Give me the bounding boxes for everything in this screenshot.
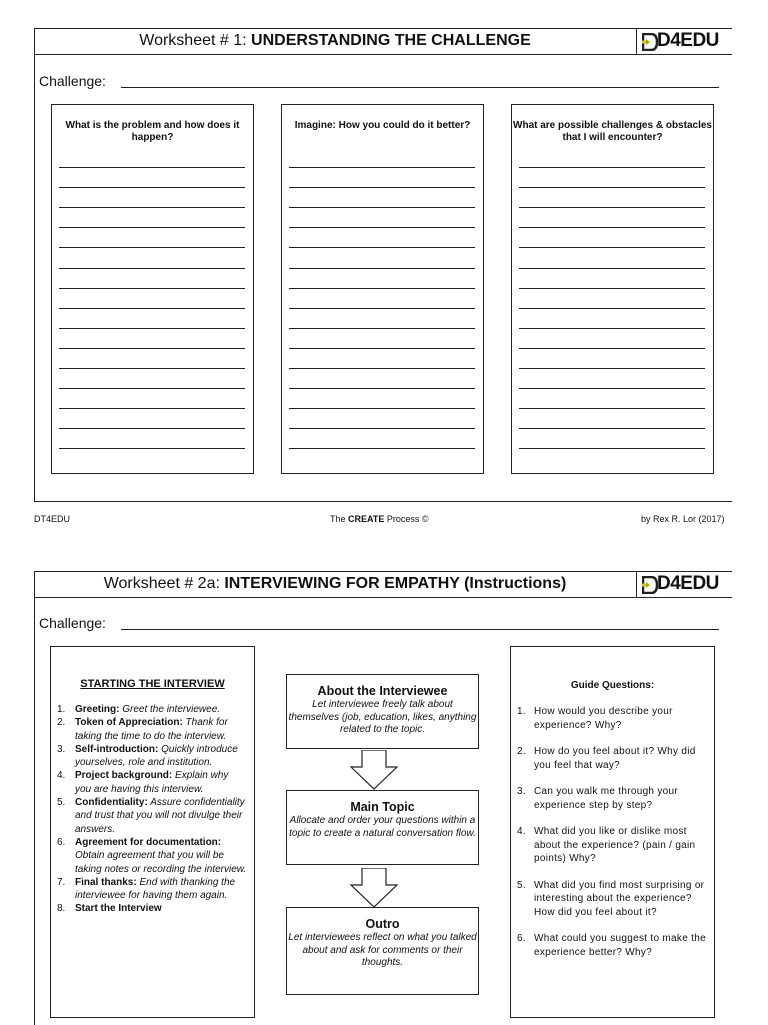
writing-line[interactable]	[289, 288, 475, 289]
writing-line[interactable]	[289, 348, 475, 349]
challenge-input-line-2[interactable]	[121, 629, 719, 630]
footer-left: DT4EDU	[34, 514, 71, 524]
writing-line[interactable]	[519, 227, 705, 228]
writing-line[interactable]	[519, 348, 705, 349]
writing-line[interactable]	[289, 388, 475, 389]
guide-question-text: What could you suggest to make the experience better? Why?	[534, 933, 706, 958]
down-arrow-icon	[349, 868, 399, 908]
logo-arrow-icon	[642, 576, 658, 594]
challenge-input-line[interactable]	[121, 87, 719, 88]
writing-line[interactable]	[59, 247, 245, 248]
d4edu-logo	[643, 30, 719, 52]
starting-interview-box	[50, 646, 255, 1018]
writing-line[interactable]	[289, 368, 475, 369]
worksheet-1-title	[35, 32, 635, 50]
writing-line[interactable]	[59, 288, 245, 289]
writing-line[interactable]	[289, 328, 475, 329]
flow-box	[286, 790, 479, 865]
writing-line[interactable]	[59, 428, 245, 429]
guide-question-item	[517, 745, 707, 772]
writing-line[interactable]	[519, 268, 705, 269]
writing-line[interactable]	[519, 368, 705, 369]
guide-question-item	[517, 932, 707, 959]
starting-interview-title: STARTING THE INTERVIEW	[80, 678, 225, 690]
writing-line[interactable]	[289, 187, 475, 188]
writing-line[interactable]	[519, 187, 705, 188]
guide-question-number: 6.	[517, 933, 526, 944]
worksheet-2a	[34, 571, 732, 1025]
writing-line[interactable]	[519, 448, 705, 449]
footer-center	[330, 514, 429, 524]
instruction-desc: Assure confidentiality and trust that you will not divulge their answers.	[75, 797, 245, 835]
writing-line[interactable]	[289, 428, 475, 429]
instruction-item	[57, 703, 247, 716]
guide-question-item	[517, 825, 707, 866]
challenge-label-2: Challenge:	[39, 615, 106, 631]
problem-heading: What is the problem and how does it happen?	[65, 120, 240, 143]
flow-box	[286, 674, 479, 749]
guide-question-list	[517, 705, 707, 972]
writing-line[interactable]	[59, 308, 245, 309]
guide-question-text: How do you feel about it? Why did you feel that way?	[534, 746, 696, 771]
guide-question-item	[517, 879, 707, 920]
problem-box	[51, 104, 254, 474]
guide-question-item	[517, 705, 707, 732]
footer-center-pre: The	[330, 514, 349, 524]
writing-line[interactable]	[519, 428, 705, 429]
worksheet-1-title-bold: UNDERSTANDING THE CHALLENGE	[251, 32, 531, 49]
instruction-label: Project background:	[75, 770, 173, 782]
writing-line[interactable]	[59, 408, 245, 409]
instruction-number: 3.	[57, 743, 66, 755]
writing-line[interactable]	[519, 328, 705, 329]
guide-questions-title: Guide Questions:	[570, 680, 655, 691]
writing-line[interactable]	[59, 448, 245, 449]
logo-box	[636, 29, 733, 54]
logo-box-2	[636, 572, 733, 597]
writing-line[interactable]	[519, 167, 705, 168]
writing-line[interactable]	[59, 348, 245, 349]
instruction-number: 7.	[57, 876, 66, 888]
instruction-item	[57, 769, 247, 796]
instruction-label: Confidentiality:	[75, 797, 148, 809]
obstacles-heading: What are possible challenges & obstacles that I will encounter?	[513, 120, 712, 143]
instruction-number: 8.	[57, 903, 66, 915]
imagine-box	[281, 104, 484, 474]
guide-question-number: 2.	[517, 746, 526, 757]
writing-line[interactable]	[289, 268, 475, 269]
writing-line[interactable]	[289, 448, 475, 449]
flow-box-text: Allocate and order your questions within a topic to create a natural conversation flow.	[289, 815, 476, 839]
flow-box-title: Outro	[365, 917, 400, 931]
instruction-number: 4.	[57, 770, 66, 782]
guide-question-text: What did you find most surprising or interesting about the experience? How did you feel about it?	[534, 879, 705, 918]
worksheet-2a-title-bold: INTERVIEWING FOR EMPATHY (Instructions)	[224, 575, 567, 592]
writing-line[interactable]	[289, 227, 475, 228]
instruction-label: Greeting:	[75, 704, 120, 715]
guide-question-number: 3.	[517, 786, 526, 797]
writing-line[interactable]	[519, 408, 705, 409]
writing-line[interactable]	[519, 308, 705, 309]
instruction-desc: Obtain agreement that you will be taking notes or recording the interview.	[75, 850, 247, 875]
writing-line[interactable]	[59, 328, 245, 329]
flow-box-text: Let interviewees reflect on what you talked about and ask for comments or their thoughts.	[288, 932, 477, 968]
writing-line[interactable]	[59, 167, 245, 168]
instruction-list	[57, 703, 247, 916]
logo-text: D4EDU	[657, 30, 719, 51]
instruction-number: 6.	[57, 836, 66, 848]
guide-question-number: 4.	[517, 826, 526, 837]
instruction-item	[57, 743, 247, 770]
guide-questions-box	[510, 646, 715, 1018]
writing-line[interactable]	[519, 247, 705, 248]
writing-line[interactable]	[59, 187, 245, 188]
instruction-number: 5.	[57, 797, 66, 809]
writing-line[interactable]	[289, 207, 475, 208]
worksheet-1	[34, 28, 732, 502]
instruction-number: 1.	[57, 704, 66, 715]
instruction-desc: End with thanking the interviewee for having them again.	[75, 876, 236, 902]
instruction-label: Token of Appreciation:	[75, 717, 183, 729]
flow-box	[286, 907, 479, 995]
instruction-label: Agreement for documentation:	[75, 836, 222, 848]
instruction-desc: Thank for taking the time to do the interview.	[75, 717, 228, 742]
worksheet-2a-title	[35, 575, 635, 593]
writing-line[interactable]	[59, 268, 245, 269]
challenge-label: Challenge:	[39, 73, 106, 89]
instruction-item	[57, 796, 247, 836]
instruction-label: Final thanks:	[75, 876, 137, 888]
instruction-desc: Explain why you are having this interview.	[75, 770, 229, 795]
instruction-label: Start the Interview	[75, 903, 162, 915]
logo-arrow-icon	[642, 33, 658, 51]
writing-line[interactable]	[59, 227, 245, 228]
guide-question-text: What did you like or dislike most about the experience? (pain / gain points) Why?	[534, 826, 696, 864]
instruction-number: 2.	[57, 717, 66, 729]
d4edu-logo-2	[643, 573, 719, 595]
writing-line[interactable]	[289, 247, 475, 248]
logo-text-2: D4EDU	[657, 573, 719, 594]
guide-question-text: How would you describe your experience? Why?	[534, 706, 673, 731]
down-arrow-icon	[349, 750, 399, 790]
instruction-item	[57, 876, 247, 903]
writing-line[interactable]	[59, 388, 245, 389]
flow-box-title: About the Interviewee	[317, 684, 448, 698]
writing-line[interactable]	[59, 207, 245, 208]
writing-line[interactable]	[519, 207, 705, 208]
worksheet-1-titlebar	[35, 29, 732, 55]
footer-center-post: Process ©	[384, 514, 429, 524]
writing-line[interactable]	[519, 288, 705, 289]
obstacles-box	[511, 104, 714, 474]
guide-question-text: Can you walk me through your experience step by step?	[534, 786, 679, 811]
writing-line[interactable]	[289, 408, 475, 409]
guide-question-number: 1.	[517, 706, 526, 717]
instruction-item	[57, 902, 247, 915]
worksheet-2a-title-prefix: Worksheet # 2a:	[103, 575, 225, 592]
instruction-item	[57, 836, 247, 876]
footer-center-bold: CREATE	[348, 514, 385, 524]
footer-right: by Rex R. Lor (2017)	[641, 514, 725, 524]
instruction-label: Self-introduction:	[75, 743, 159, 755]
instruction-desc: Quickly introduce yourselves, role and institution.	[75, 743, 238, 769]
flow-box-text: Let interviewee freely talk about themselves (job, education, likes, anything related to the topic.	[288, 699, 477, 735]
instruction-desc: Greet the interviewee.	[119, 704, 221, 715]
writing-line[interactable]	[59, 368, 245, 369]
writing-line[interactable]	[519, 388, 705, 389]
guide-question-item	[517, 785, 707, 812]
guide-question-number: 5.	[517, 879, 526, 891]
writing-line[interactable]	[289, 167, 475, 168]
worksheet-2a-titlebar	[35, 572, 732, 598]
imagine-heading: Imagine: How you could do it better?	[294, 120, 471, 131]
instruction-item	[57, 716, 247, 743]
flow-box-title: Main Topic	[350, 800, 415, 814]
worksheet-1-title-prefix: Worksheet # 1:	[139, 32, 252, 49]
writing-line[interactable]	[289, 308, 475, 309]
